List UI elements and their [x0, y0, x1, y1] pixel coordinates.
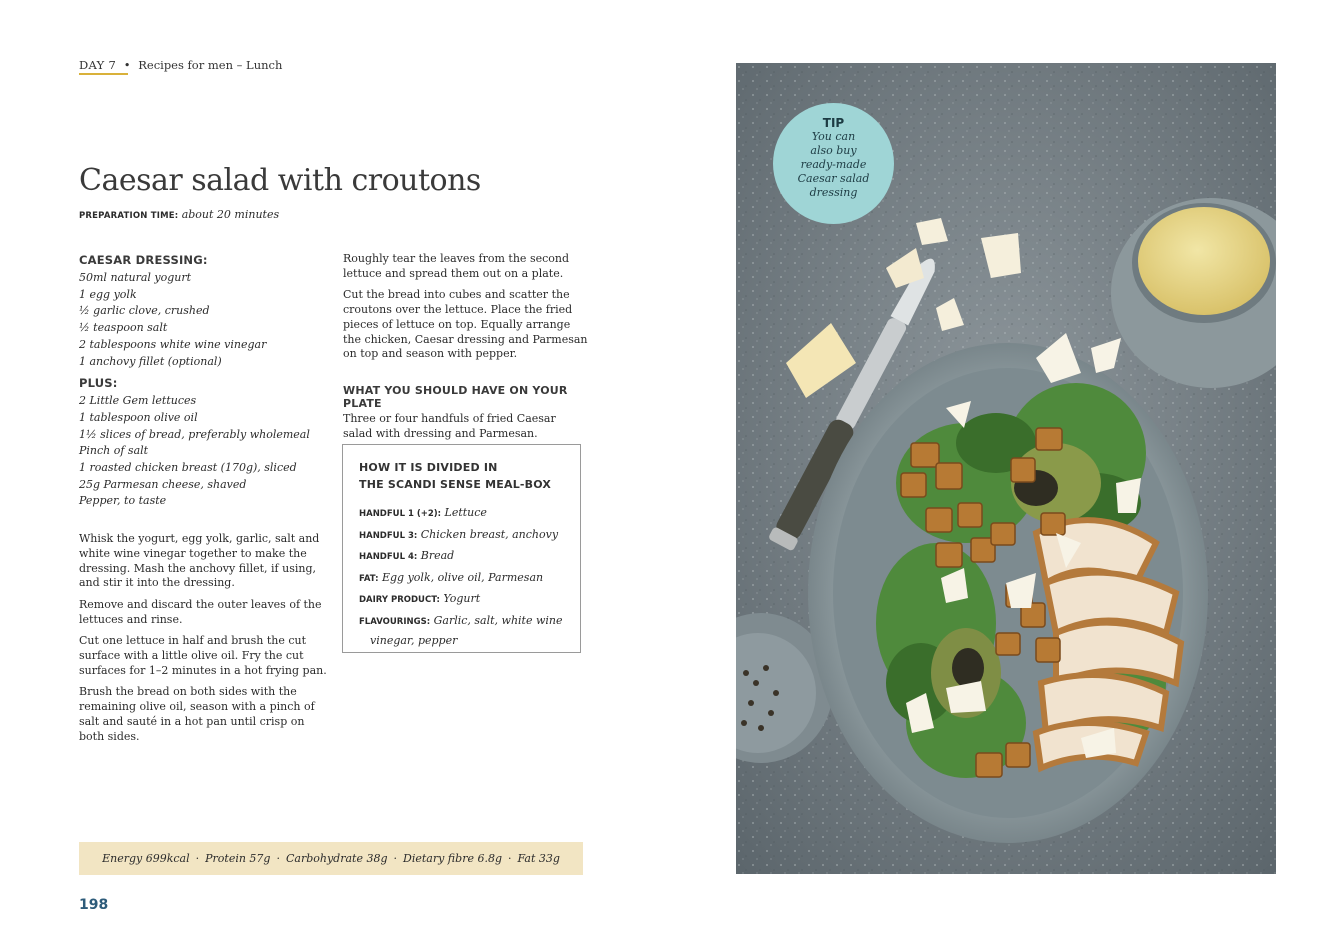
nutrition-separator: ·	[508, 852, 512, 865]
nutrition-fibre: Dietary fibre 6.8g	[403, 852, 502, 865]
meal-box-row	[359, 568, 574, 590]
row-label: FAT:	[359, 573, 379, 584]
method-step: Brush the bread on both sides with the remaining olive oil, season with a pinch of salt and sauté in a hot pan until crisp on both sides.	[79, 685, 315, 743]
method-step: Cut the bread into cubes and scatter the croutons over the lettuce. Place the fried pieces of lettuce on top. Equally arrange the chicken, Caesar dressing and Parmesan on top and season with pepper.	[343, 288, 588, 361]
ingredient-item: 1 tablespoon olive oil	[79, 410, 198, 424]
running-head-day: DAY 7	[79, 58, 117, 72]
nutrition-separator: ·	[195, 852, 200, 865]
dressing-list	[79, 270, 329, 370]
ingredient-item: 1 anchovy fillet (optional)	[79, 354, 222, 368]
ingredient-item: 2 tablespoons white wine vinegar	[79, 337, 267, 351]
tip-line: Caesar salad	[797, 172, 870, 185]
running-head-section: Recipes for men – Lunch	[138, 58, 283, 72]
row-label: DAIRY PRODUCT:	[359, 595, 440, 606]
nutrition-bar	[79, 842, 583, 875]
row-value: Egg yolk, olive oil, Parmesan	[381, 570, 544, 584]
running-head-bullet: •	[123, 58, 131, 72]
ingredient-item: Pinch of salt	[79, 444, 149, 458]
row-value: Lettuce	[444, 506, 487, 519]
prep-label: PREPARATION TIME:	[79, 211, 179, 221]
method-step: Roughly tear the leaves from the second lettuce and spread them out on a plate.	[343, 252, 570, 280]
recipe-title: Caesar salad with croutons	[79, 163, 481, 198]
ingredient-item: 1 egg yolk	[79, 287, 137, 301]
row-value-continued: vinegar, pepper	[370, 633, 458, 647]
tip-line: also buy	[810, 144, 857, 157]
method-step: Cut one lettuce in half and brush the cut surface with a little olive oil. Fry the cut surfaces for 1–2 minutes in a hot frying pan.	[79, 634, 327, 677]
prep-value: about 20 minutes	[181, 208, 280, 221]
ingredient-item: 2 Little Gem lettuces	[79, 394, 197, 408]
nutrition-separator: ·	[276, 852, 280, 865]
meal-box-rows	[359, 503, 574, 649]
meal-box-row	[359, 525, 574, 547]
row-value: Yogurt	[443, 592, 481, 606]
meal-box-row	[359, 589, 574, 611]
nutrition-fat: Fat 33g	[517, 852, 560, 865]
meal-box-panel	[342, 444, 581, 653]
ingredient-item: 50ml natural yogurt	[79, 271, 192, 284]
plate-heading: WHAT YOU SHOULD HAVE ON YOUR PLATE	[343, 383, 568, 410]
row-value: Garlic, salt, white wine	[433, 613, 563, 627]
running-head	[79, 58, 282, 72]
meal-box-row	[359, 546, 574, 568]
plate-text: Three or four handfuls of fried Caesar salad with dressing and Parmesan.	[343, 411, 556, 440]
row-label: HANDFUL 1 (+2):	[359, 509, 442, 519]
ingredient-item: ½ teaspoon salt	[79, 321, 168, 335]
tip-line: ready-made	[800, 158, 867, 171]
ingredient-item: Pepper, to taste	[79, 494, 167, 508]
dressing-heading: CAESAR DRESSING:	[79, 253, 208, 267]
method-step: Remove and discard the outer leaves of the lettuces and rinse.	[79, 597, 322, 626]
tip-badge	[773, 103, 894, 224]
method-step: Whisk the yogurt, egg yolk, garlic, salt and white wine vinegar together to make the dressing. Mash the anchovy fillet, if using, and stir it into the dressing.	[79, 532, 320, 590]
meal-box-heading-line2: THE SCANDI SENSE MEAL-BOX	[359, 477, 552, 491]
ingredient-item: 1 roasted chicken breast (170g), sliced	[79, 461, 297, 475]
meal-box-row	[359, 611, 574, 633]
nutrition-energy: Energy 699kcal	[102, 852, 190, 865]
nutrition-protein: Protein 57g	[205, 852, 271, 865]
ingredients-column	[79, 253, 329, 751]
method-steps-col2	[343, 252, 588, 362]
tip-line: You can	[811, 130, 856, 143]
tip-line: dressing	[809, 186, 858, 199]
row-label: HANDFUL 3:	[359, 530, 418, 541]
plus-heading: PLUS:	[79, 376, 118, 391]
method-steps-col1	[79, 532, 329, 744]
plus-list	[79, 393, 329, 510]
row-value: Bread	[420, 549, 455, 563]
tip-title: TIP	[822, 116, 845, 130]
row-label: FLAVOURINGS:	[359, 616, 431, 627]
meal-box-heading	[359, 460, 551, 493]
nutrition-separator: ·	[393, 852, 398, 865]
page-number: 198	[79, 897, 109, 913]
tip-body	[773, 130, 894, 200]
ingredient-item: 25g Parmesan cheese, shaved	[79, 477, 247, 491]
method-column	[343, 252, 588, 441]
row-value: Chicken breast, anchovy	[420, 527, 559, 541]
meal-box-row	[359, 503, 574, 525]
preparation-time	[79, 208, 279, 221]
row-label: HANDFUL 4:	[359, 552, 418, 563]
ingredient-item: 1½ slices of bread, preferably wholemeal	[79, 427, 310, 441]
meal-box-heading-line1: HOW IT IS DIVIDED IN	[359, 461, 498, 474]
ingredient-item: ½ garlic clove, crushed	[79, 304, 210, 318]
nutrition-carbohydrate: Carbohydrate 38g	[285, 852, 388, 865]
header-accent-rule	[79, 73, 128, 75]
